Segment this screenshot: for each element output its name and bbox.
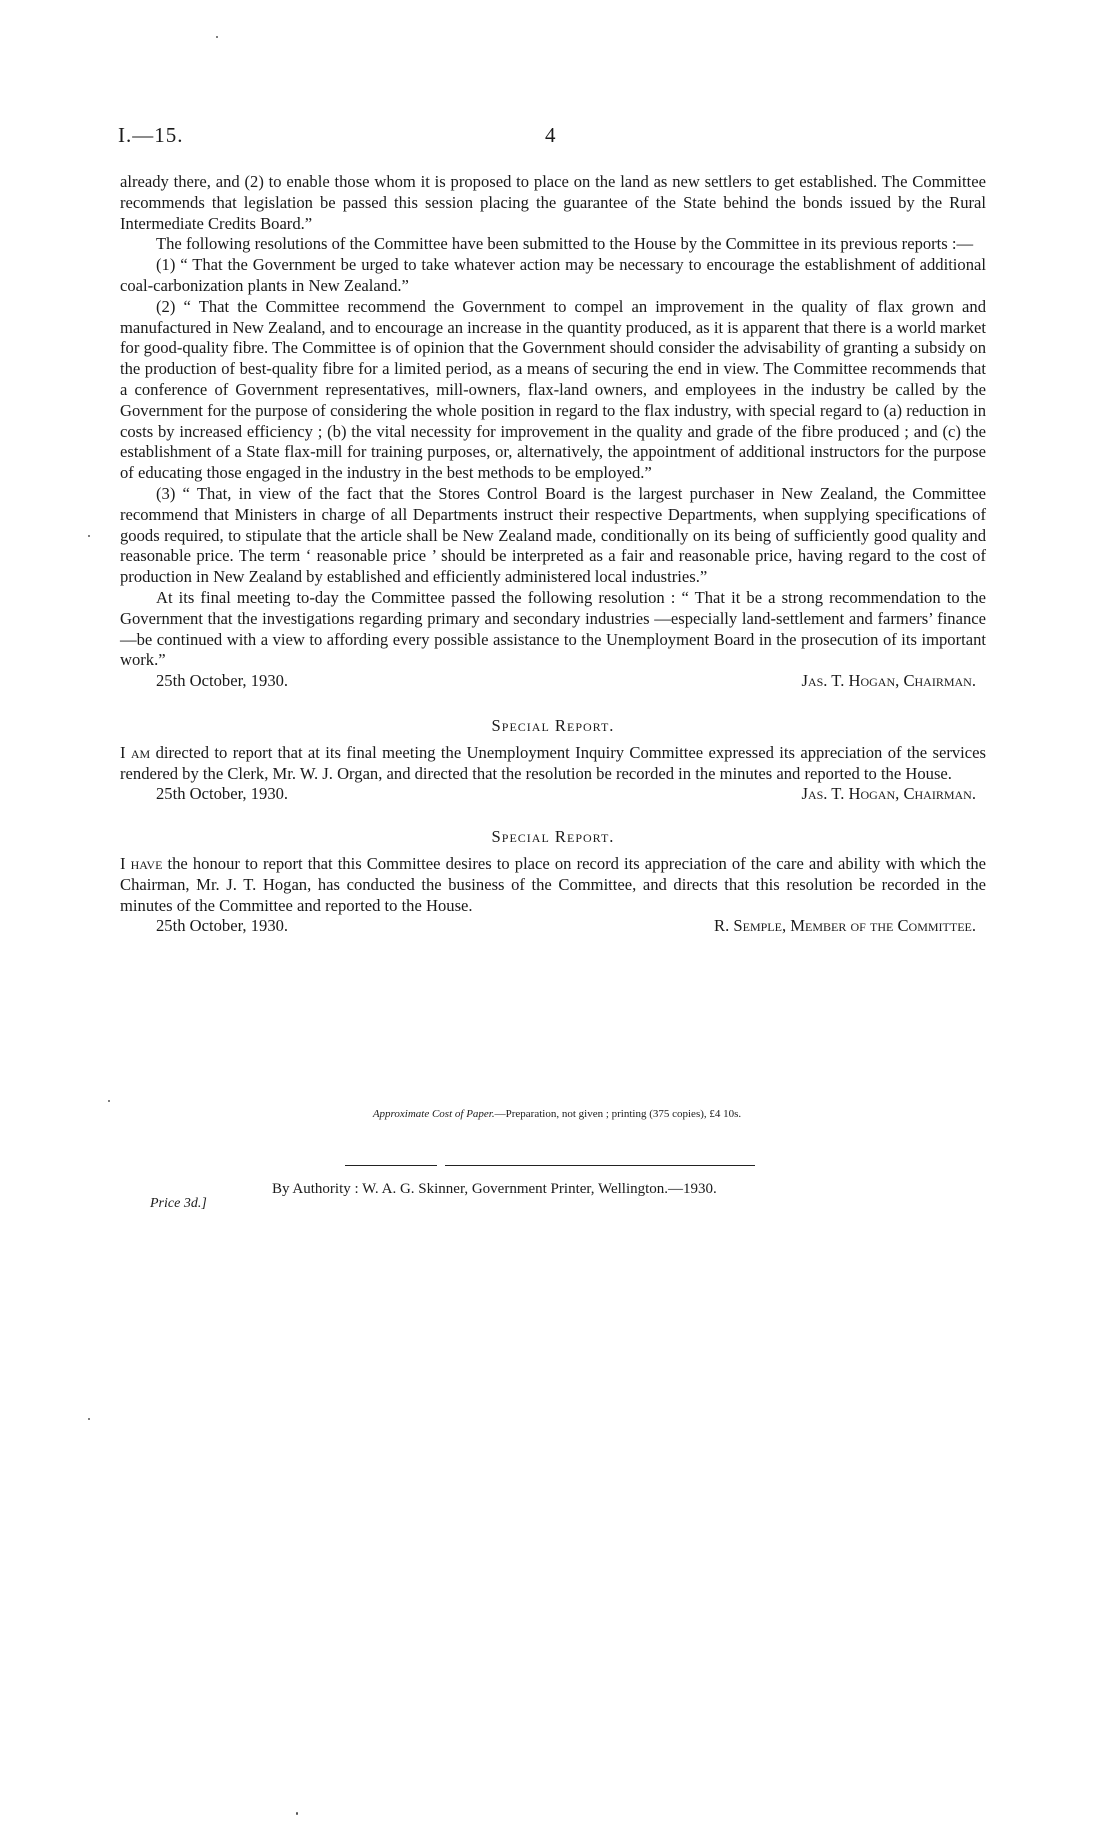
footer-rule-short xyxy=(345,1165,437,1166)
special-report-2-lead: I have xyxy=(120,853,163,873)
paragraph-continuation: already there, and (2) to enable those whom it is proposed to place on the land as new settlers to get established. The Committee recommends that legislation be passed this session placing the guarantee of the State behind the bonds issued by the Rural Intermediate Credits Board.” xyxy=(120,172,986,233)
special-report-1-lead: I am xyxy=(120,742,151,762)
paragraph-resolution-2: (2) “ That the Committee recommend the Government to compel an improvement in the quality of flax grown and manufactured in New Zealand, and to encourage an increase in the quantity produced, as it is apparent that there is a world market for good-quality fibre. The Committee is of opinion that the Government should consider the advisability of granting a subsidy on the production of best-quality fibre for a limited period, as a means of securing the end in view. The Committee recommends that a conference of Government representatives, mill-owners, flax-land owners, and employees in the industry be called by the Government for the purpose of considering the whole position in regard to the flax industry, with special regard to (a) reduction in costs by increased efficiency ; (b) the vital necessity for improvement in the quality and grade of the fibre produced ; and (c) the establishment of a State flax-mill for training purposes, or, alternatively, the appointment of additional instructors for the purpose of educating those engaged in the industry in the best methods to be employed.” xyxy=(120,296,986,483)
special-report-1-signature xyxy=(120,784,986,805)
printer-authority: By Authority : W. A. G. Skinner, Government Printer, Wellington.—1930. xyxy=(272,1181,717,1197)
special-report-1-name: Jas. T. Hogan, Chairman. xyxy=(801,784,976,804)
scan-speck xyxy=(88,1418,90,1420)
paragraph-resolutions-intro: The following resolutions of the Committee have been submitted to the House by the Committee in its previous reports :— xyxy=(156,234,974,254)
cost-of-paper-note xyxy=(0,1108,1114,1120)
price-note: Price 3d.] xyxy=(150,1196,207,1211)
footer-rule-long xyxy=(445,1165,755,1166)
special-report-1-date: 25th October, 1930. xyxy=(156,784,289,804)
signature-block xyxy=(120,671,986,692)
signature-name: Jas. T. Hogan, Chairman. xyxy=(801,671,976,691)
signature-date: 25th October, 1930. xyxy=(156,671,289,691)
special-report-2-date: 25th October, 1930. xyxy=(156,916,289,936)
special-report-2-signature xyxy=(120,916,986,937)
paragraph-final-resolution: At its final meeting to-day the Committee passed the following resolution : “ That it be a strong recommendation to the Government that the investigations regarding primary and secondary industries —especially land-settlement and farmers’ finance—be continued with a view to affording every possible assistance to the Unemployment Board in the prosecution of its important work.” xyxy=(120,587,986,670)
special-report-2-body: the honour to report that this Committee desires to place on record its appreciation of the care and ability with which the Chairman, Mr. J. T. Hogan, has conducted the business of the Committee, and directs that this resolution be recorded in the minutes of the Committee and reported to the House. xyxy=(120,853,986,915)
document-reference: I.—15. xyxy=(118,123,184,147)
special-report-heading-2: Special Report. xyxy=(491,827,615,847)
paragraph-resolution-3: (3) “ That, in view of the fact that the Stores Control Board is the largest purchaser in New Zealand, the Committee recommend that Ministers in charge of all Departments instruct their respective Departments, when supplying specifications of goods required, to stipulate that the article shall be New Zealand made, conditionally on its being of sufficiently good quality and reasonable price. The term ‘ reasonable price ’ should be interpreted as a fair and reasonable price, having regard to the cost of production in New Zealand by established and efficiently administered local industries.” xyxy=(120,483,986,587)
special-report-1-body: directed to report that at its final meeting the Unemployment Inquiry Committee expressed its appreciation of the services rendered by the Clerk, Mr. W. J. Organ, and directed that the resolution be recorded in the minutes and reported to the House. xyxy=(120,742,986,783)
scan-speck xyxy=(88,535,90,537)
cost-detail: —Preparation, not given ; printing (375 copies), £4 10s. xyxy=(494,1108,742,1120)
scan-speck xyxy=(296,1812,298,1815)
paragraph-resolution-1: (1) “ That the Government be urged to take whatever action may be necessary to encourage the establishment of additional coal-carbonization plants in New Zealand.” xyxy=(120,255,986,295)
cost-label: Approximate Cost of Paper. xyxy=(372,1108,495,1120)
page-number: 4 xyxy=(545,123,556,147)
special-report-2-text xyxy=(120,854,986,916)
scan-speck xyxy=(108,1100,110,1102)
special-report-heading-1: Special Report. xyxy=(491,715,615,735)
report-body xyxy=(120,172,986,937)
special-report-2-name: R. Semple, Member of the Committee. xyxy=(714,916,976,936)
special-report-1-text xyxy=(120,743,986,785)
scan-speck xyxy=(216,36,218,38)
